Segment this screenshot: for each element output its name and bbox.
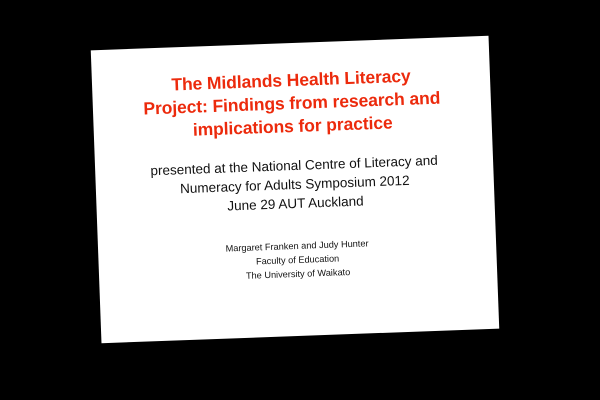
slide-subtitle xyxy=(121,150,469,220)
slide-byline-institution: The University of Waikato xyxy=(245,267,351,281)
slide-content xyxy=(91,36,499,343)
slide-byline xyxy=(124,234,471,289)
slide-title xyxy=(118,63,466,145)
slide-subtitle-line-3: June 29 AUT Auckland xyxy=(227,193,364,214)
slide-byline-faculty: Faculty of Education xyxy=(255,253,340,267)
slide-title-line-1: The Midlands Health Literacy xyxy=(171,65,411,95)
slide-title-line-3: implications for practice xyxy=(192,112,393,140)
slide-title-line-2: Project: Findings from research and xyxy=(143,87,441,119)
presentation-slide xyxy=(91,36,499,343)
slide-subtitle-line-2: Numeracy for Adults Symposium 2012 xyxy=(179,172,410,197)
slide-byline-authors: Margaret Franken and Judy Hunter xyxy=(225,238,369,254)
slide-subtitle-line-1: presented at the National Centre of Literacy and xyxy=(150,152,439,179)
